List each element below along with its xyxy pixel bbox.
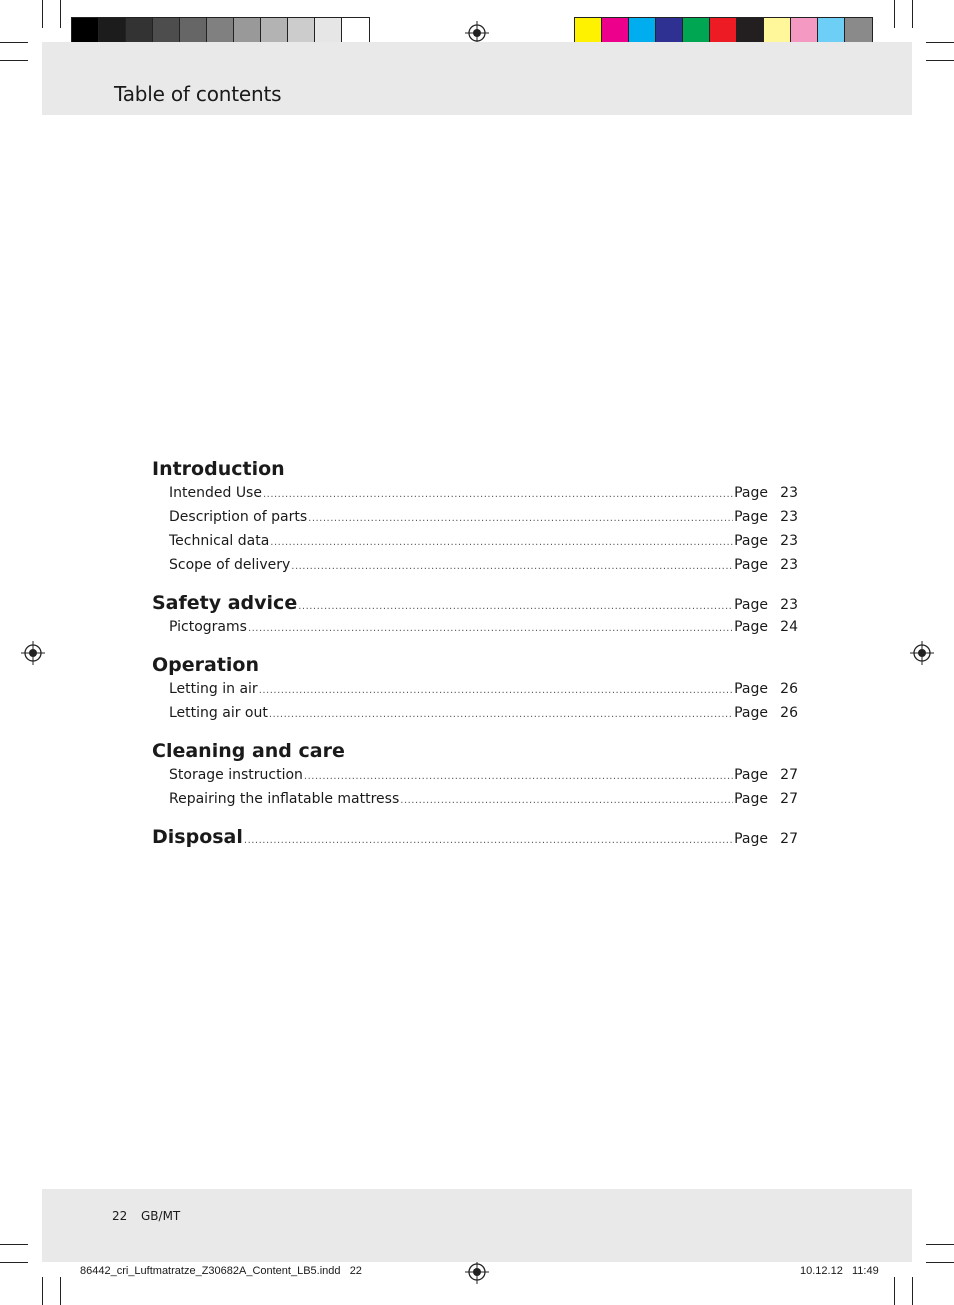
registration-mark-icon (910, 641, 934, 665)
page-number: 24 (780, 619, 798, 635)
dot-leader (269, 704, 733, 726)
page-word: Page (734, 557, 768, 573)
page-number: 23 (780, 597, 798, 613)
entry-label: Scope of delivery (169, 557, 291, 573)
crop-mark (42, 1277, 43, 1305)
page-ref (734, 831, 798, 847)
crop-mark (926, 42, 954, 43)
page-word: Page (734, 509, 768, 525)
page-ref (734, 616, 798, 638)
page-ref (734, 506, 798, 528)
toc-section-introduction (152, 456, 798, 578)
registration-mark-icon (465, 1260, 489, 1284)
dot-leader (263, 484, 733, 506)
entry-label: Pictograms (169, 619, 247, 635)
page-number: 23 (780, 557, 798, 573)
page-number: 27 (780, 791, 798, 807)
page-number: 23 (780, 509, 798, 525)
page-word: Page (734, 791, 768, 807)
page-title: Table of contents (114, 82, 282, 106)
toc-section-entry[interactable] (152, 590, 798, 616)
crop-mark (912, 1277, 913, 1305)
page-word: Page (734, 831, 768, 847)
toc-entry[interactable] (152, 616, 798, 640)
page-word: Page (734, 681, 768, 697)
dot-leader (248, 618, 733, 640)
entry-label: Storage instruction (169, 767, 303, 783)
toc-entry[interactable] (152, 788, 798, 812)
crop-mark (0, 42, 28, 43)
toc-section-operation (152, 652, 798, 726)
registration-mark-icon (21, 641, 45, 665)
page-ref (734, 482, 798, 504)
page-number: 23 (780, 533, 798, 549)
page-number: 23 (780, 485, 798, 501)
page-word: Page (734, 705, 768, 721)
dot-leader (244, 835, 733, 846)
entry-label: Description of parts (169, 509, 308, 525)
language-code: GB/MT (141, 1209, 181, 1223)
table-of-contents (152, 456, 798, 862)
crop-mark (926, 1244, 954, 1245)
section-title[interactable]: Cleaning and care (152, 740, 345, 762)
toc-entry[interactable] (152, 554, 798, 578)
page-number: 27 (780, 767, 798, 783)
crop-mark (0, 1262, 28, 1263)
dot-leader (308, 508, 733, 530)
dot-leader (270, 532, 733, 554)
crop-mark (894, 1277, 895, 1305)
toc-entry[interactable] (152, 506, 798, 530)
toc-section-entry[interactable] (152, 824, 798, 850)
slug-filename: 86442_cri_Luftmatratze_Z30682A_Content_LB5.indd 22 (80, 1265, 362, 1277)
entry-label: Repairing the inflatable mattress (169, 791, 400, 807)
section-title: Safety advice (152, 592, 298, 614)
section-title[interactable]: Operation (152, 654, 260, 676)
page-number: 22 (112, 1209, 128, 1223)
dot-leader (259, 680, 733, 702)
page-word: Page (734, 533, 768, 549)
entry-label: Letting air out (169, 705, 268, 721)
toc-section-safety (152, 590, 798, 640)
toc-entry[interactable] (152, 482, 798, 506)
dot-leader (400, 790, 733, 812)
page-ref (734, 530, 798, 552)
crop-mark (60, 0, 61, 28)
page-word: Page (734, 597, 768, 613)
entry-label: Intended Use (169, 485, 262, 501)
toc-section-disposal (152, 824, 798, 850)
page-number: 26 (780, 681, 798, 697)
crop-mark (0, 60, 28, 61)
crop-mark (42, 0, 43, 28)
crop-mark (926, 1262, 954, 1263)
dot-leader (304, 766, 733, 788)
page-ref (734, 678, 798, 700)
page-ref (734, 597, 798, 613)
page-word: Page (734, 619, 768, 635)
section-title: Disposal (152, 826, 243, 848)
page-ref (734, 764, 798, 786)
page-ref (734, 788, 798, 810)
entry-label: Letting in air (169, 681, 258, 697)
entry-label: Technical data (169, 533, 270, 549)
toc-entry[interactable] (152, 678, 798, 702)
crop-mark (912, 0, 913, 28)
slug-timestamp: 10.12.12 11:49 (800, 1265, 879, 1277)
page-number: 26 (780, 705, 798, 721)
footer-band (42, 1189, 912, 1262)
section-title[interactable]: Introduction (152, 458, 285, 480)
page-ref (734, 554, 798, 576)
crop-mark (894, 0, 895, 28)
dot-leader (298, 601, 733, 612)
page-word: Page (734, 485, 768, 501)
page-number: 27 (780, 831, 798, 847)
crop-mark (926, 60, 954, 61)
crop-mark (0, 1244, 28, 1245)
toc-entry[interactable] (152, 530, 798, 554)
toc-entry[interactable] (152, 764, 798, 788)
dot-leader (291, 556, 733, 578)
crop-mark (60, 1277, 61, 1305)
page-word: Page (734, 767, 768, 783)
page-ref (734, 702, 798, 724)
toc-section-cleaning (152, 738, 798, 812)
toc-entry[interactable] (152, 702, 798, 726)
